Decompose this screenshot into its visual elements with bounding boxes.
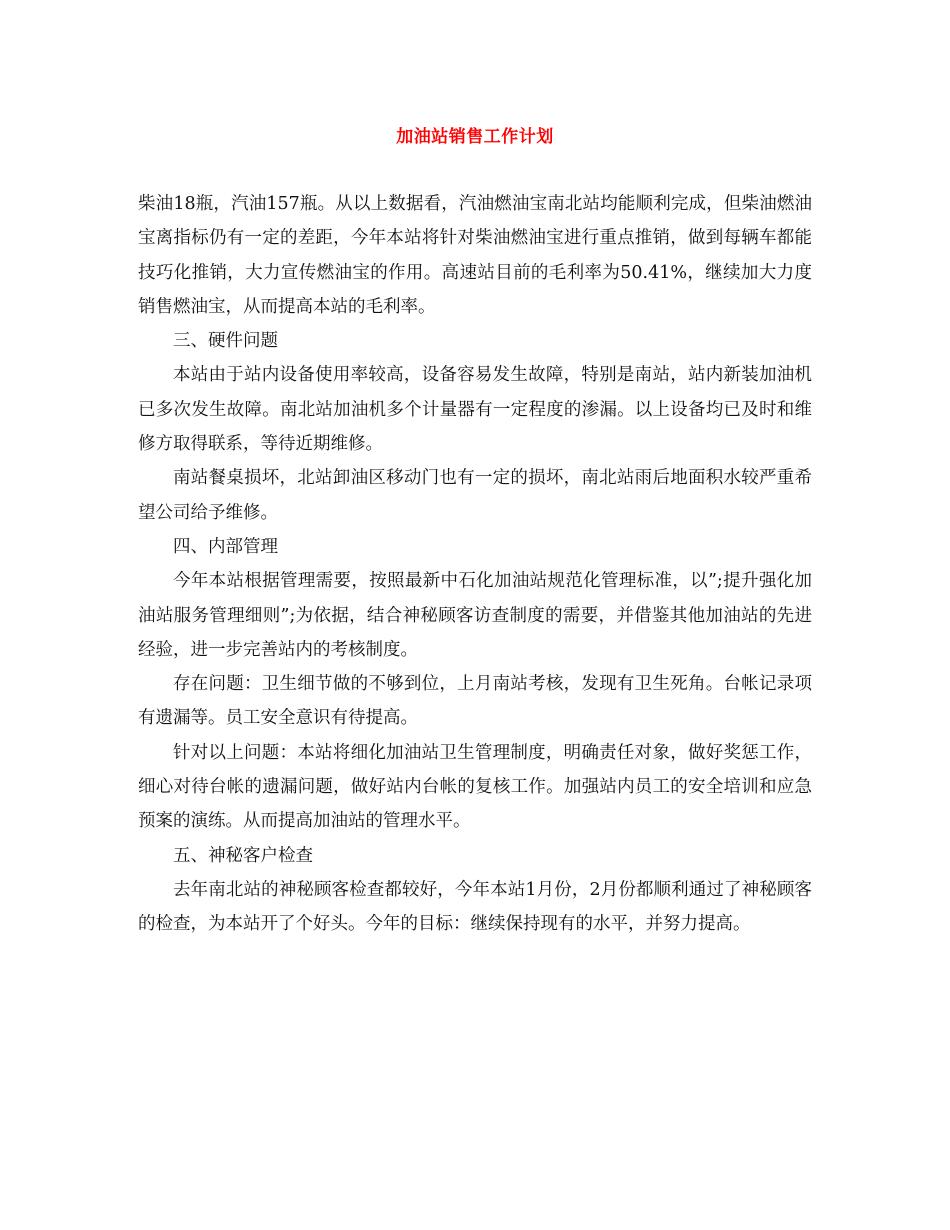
paragraph-equipment-failures: 本站由于站内设备使用率较高，设备容易发生故障，特别是南站，站内新装加油机已多次发生故障。南北站加油机多个计量器有一定程度的渗漏。以上设备均已及时和维修方取得联系，等待近期维修。 (138, 365, 812, 455)
paragraph-existing-problems: 存在问题：卫生细节做的不够到位，上月南站考核，发现有卫生死角。台帐记录项有遗漏等。员工安全意识有待提高。 (138, 674, 812, 729)
paragraph-management-standards: 今年本站根据管理需要，按照最新中石化加油站规范化管理标准，以”;提升强化加油站服务管理细则”;为依据，结合神秘顾客访查制度的需要，并借鉴其他加油站的先进经验，进一步完善站内的考核制度。 (138, 571, 812, 660)
paragraph-mystery-customer-results: 去年南北站的神秘顾客检查都较好，今年本站1月份，2月份都顺利通过了神秘顾客的检查，为本站开了个好头。今年的目标：继续保持现有的水平，并努力提高。 (138, 879, 812, 935)
paragraph-repairs-needed: 南站餐桌损坏，北站卸油区移动门也有一定的损坏，南北站雨后地面积水较严重希望公司给予维修。 (138, 468, 812, 523)
paragraph-improvement-measures: 针对以上问题：本站将细化加油站卫生管理制度，明确责任对象，做好奖惩工作，细心对待台帐的遗漏问题，做好站内台帐的复核工作。加强站内员工的安全培训和应急预案的演练。从而提高加油站的管理水平。 (138, 742, 812, 832)
section-heading-hardware: 三、硬件问题 (173, 331, 278, 352)
section-heading-mystery-customer: 五、神秘客户检查 (173, 845, 313, 866)
section-heading-internal-management: 四、内部管理 (173, 536, 278, 557)
paragraph-fuel-additive-sales: 柴油18瓶，汽油157瓶。从以上数据看，汽油燃油宝南北站均能顺利完成，但柴油燃油宝离指标仍有一定的差距，今年本站将针对柴油燃油宝进行重点推销，做到每辆车都能技巧化推销，大力宣传燃油宝的作用。高速站目前的毛利率为50.41%，继续加大力度销售燃油宝，从而提高本站的毛利率。 (138, 194, 812, 317)
document-body (138, 187, 812, 942)
document-title: 加油站销售工作计划 (396, 127, 554, 147)
